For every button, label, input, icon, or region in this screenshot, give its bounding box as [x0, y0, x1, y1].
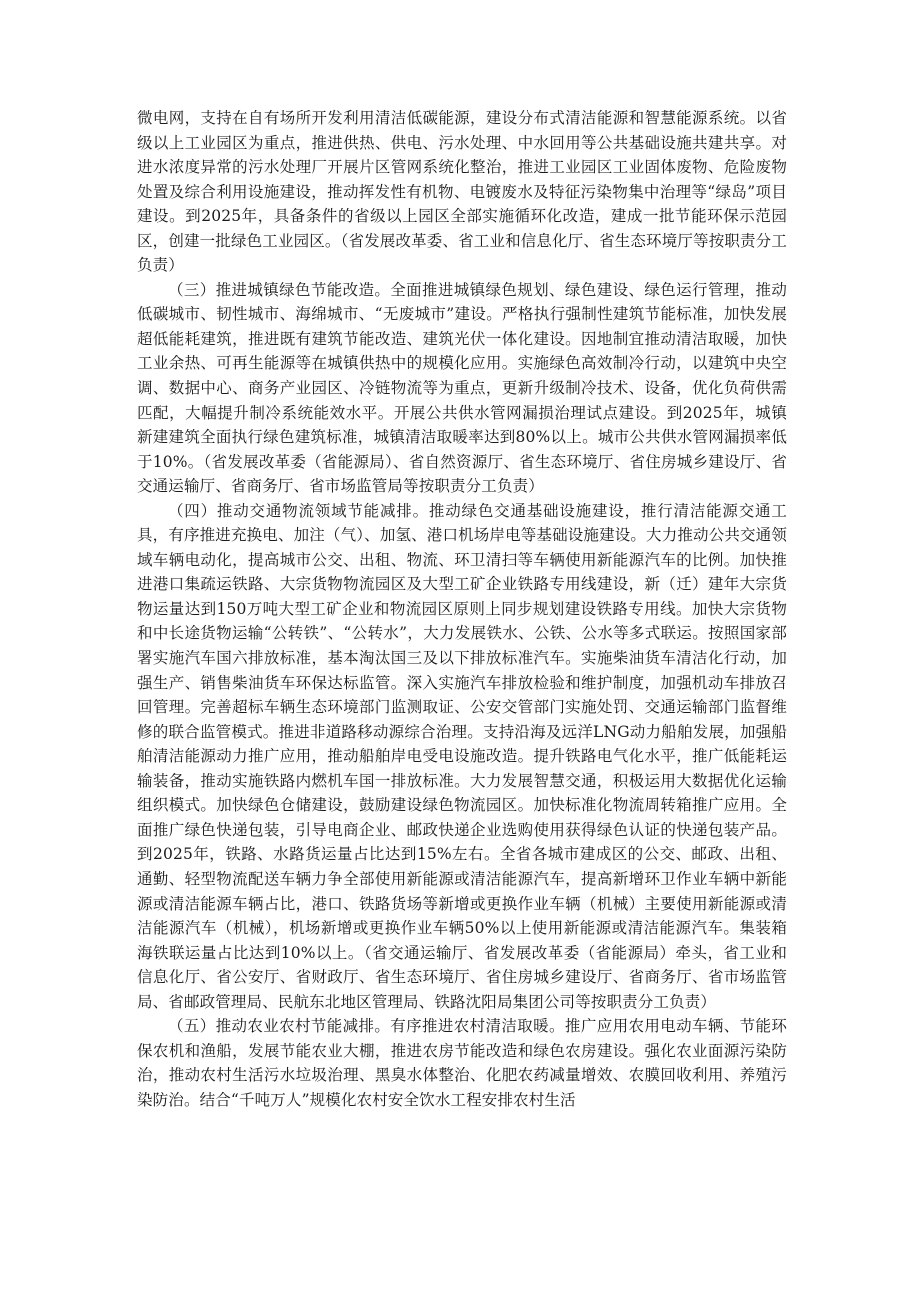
- paragraph-section-5: （五）推动农业农村节能减排。有序推进农村清洁取暖。推广应用农用电动车辆、节能环保农机和渔船，发展节能农业大棚，推进农房节能改造和绿色农房建设。强化农业面源污染防治，推动农村生活污水垃圾治理、黑臭水体整治、化肥农药减量增效、农膜回收利用、养殖污染防治。结合“千吨万人”规模化农村安全饮水工程安排农村生活: [137, 1017, 787, 1109]
- paragraph-section-4: （四）推动交通物流领域节能减排。推动绿色交通基础设施建设，推行清洁能源交通工具，有序推进充换电、加注（气）、加氢、港口机场岸电等基础设施建设。大力推动公共交通领域车辆电动化，提高城市公交、出租、物流、环卫清扫等车辆使用新能源汽车的比例。加快推进港口集疏运铁路、大宗货物物流园区及大型工矿企业铁路专用线建设，新（迁）建年大宗货物运量达到150万吨大型工矿企业和物流园区原则上同步规划建设铁路专用线。加快大宗货物和中长途货物运输“公转铁”、“公转水”，大力发展铁水、公铁、公水等多式联运。按照国家部署实施汽车国六排放标准，基本淘汰国三及以下排放标准汽车。实施柴油货车清洁化行动，加强生产、销售柴油货车环保达标监管。深入实施汽车排放检验和维护制度，加强机动车排放召回管理。完善超标车辆生态环境部门监测取证、公安交管部门实施处罚、交通运输部门监督维修的联合监管模式。推进非道路移动源综合治理。支持沿海及远洋LNG动力船舶发展，加强船舶清洁能源动力推广应用，推动船舶岸电受电设施改造。提升铁路电气化水平，推广低能耗运输装备，推动实施铁路内燃机车国一排放标准。大力发展智慧交通，积极运用大数据优化运输组织模式。加快绿色仓储建设，鼓励建设绿色物流园区。加快标准化物流周转箱推广应用。全面推广绿色快递包装，引导电商企业、邮政快递企业选购使用获得绿色认证的快递包装产品。到2025年，铁路、水路货运量占比达到15%左右。全省各城市建成区的公交、邮政、出租、通勤、轻型物流配送车辆力争全部使用新能源或清洁能源汽车，提高新增环卫作业车辆中新能源或清洁能源车辆占比，港口、铁路货场等新增或更换作业车辆（机械）主要使用新能源或清洁能源汽车（机械），机场新增或更换作业车辆50%以上使用新能源或清洁能源汽车。集装箱海铁联运量占比达到10%以上。（省交通运输厅、省发展改革委（省能源局）牵头，省工业和信息化厅、省公安厅、省财政厅、省生态环境厅、省住房城乡建设厅、省商务厅、省市场监管局、省邮政管理局、民航东北地区管理局、铁路沈阳局集团公司等按职责分工负责）: [137, 501, 787, 1011]
- document-page: [137, 106, 787, 1112]
- paragraph-section-3: （三）推进城镇绿色节能改造。全面推进城镇绿色规划、绿色建设、绿色运行管理，推动低碳城市、韧性城市、海绵城市、“无废城市”建设。严格执行强制性建筑节能标准，加快发展超低能耗建筑，推进既有建筑节能改造、建筑光伏一体化建设。因地制宜推动清洁取暖，加快工业余热、可再生能源等在城镇供热中的规模化应用。实施绿色高效制冷行动，以建筑中央空调、数据中心、商务产业园区、冷链物流等为重点，更新升级制冷技术、设备，优化负荷供需匹配，大幅提升制冷系统能效水平。开展公共供水管网漏损治理试点建设。到2025年，城镇新建建筑全面执行绿色建筑标准，城镇清洁取暖率达到80%以上。城市公共供水管网漏损率低于10%。（省发展改革委（省能源局）、省自然资源厅、省生态环境厅、省住房城乡建设厅、省交通运输厅、省商务厅、省市场监管局等按职责分工负责）: [137, 280, 787, 496]
- paragraph-continuation: 微电网，支持在自有场所开发利用清洁低碳能源，建设分布式清洁能源和智慧能源系统。以省级以上工业园区为重点，推进供热、供电、污水处理、中水回用等公共基础设施共建共享。对进水浓度异常的污水处理厂开展片区管网系统化整治，推进工业园区工业固体废物、危险废物处置及综合利用设施建设，推动挥发性有机物、电镀废水及特征污染物集中治理等“绿岛”项目建设。到2025年，具备条件的省级以上园区全部实施循环化改造，建成一批节能环保示范园区，创建一批绿色工业园区。（省发展改革委、省工业和信息化厅、省生态环境厅等按职责分工负责）: [137, 109, 787, 275]
